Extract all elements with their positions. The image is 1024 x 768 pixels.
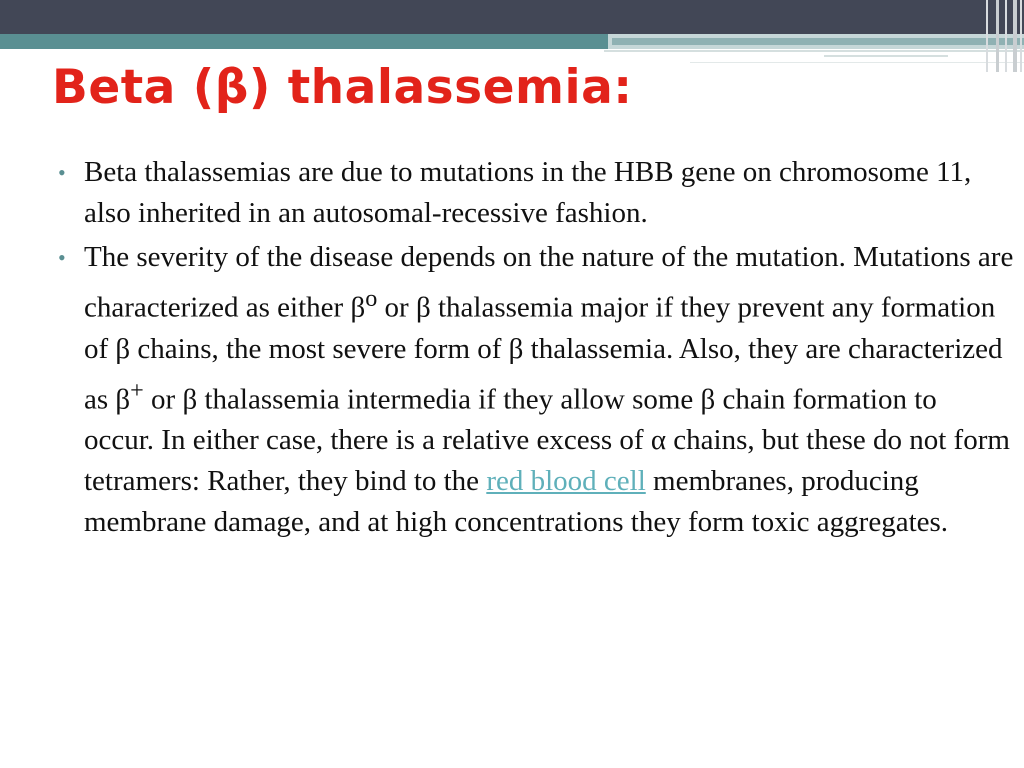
corner-stripe	[1020, 0, 1022, 72]
bullet-item	[58, 237, 1014, 543]
red-blood-cell-link[interactable]: red blood cell	[486, 465, 646, 498]
corner-stripe	[1005, 0, 1007, 72]
bullet-text: The severity of the disease depends on the nature of the mutation. Mutations are characterized as either β	[84, 241, 1014, 324]
bullet-text: or β thalassemia intermedia if they allow some β chain formation to occur. In either case, there is a relative excess of α chains, but these do not form tetramers: Rather, they bind to the	[84, 383, 1010, 498]
bullet-item	[58, 152, 1014, 234]
header-rule	[604, 50, 1024, 52]
bullet-text: Beta thalassemias are due to mutations in the HBB gene on chromosome 11, also inherited in an autosomal-recessive fashion.	[84, 156, 972, 229]
bullet-list	[58, 152, 1014, 543]
bullet-text: or β thalassemia major if they prevent any formation of β chains, the most severe form of β thalassemia. Also, they are characterized as β	[84, 291, 1003, 416]
corner-stripe	[1013, 0, 1017, 72]
slide-title: Beta (β) thalassemia:	[52, 60, 633, 115]
header-band-mid	[612, 38, 1024, 45]
beta-plus-superscript: +	[130, 376, 144, 404]
corner-stripe	[996, 0, 999, 72]
beta-zero-superscript: o	[365, 285, 378, 312]
bullet-text: membranes, producing membrane damage, and at high concentrations they form toxic aggregates.	[84, 465, 949, 539]
bullet-dot-icon: •	[58, 160, 66, 185]
corner-stripe	[986, 0, 988, 72]
header-band-dark	[0, 0, 1024, 34]
header-band-teal	[0, 34, 610, 49]
bullet-dot-icon: •	[58, 245, 66, 270]
header-rule	[690, 62, 1024, 63]
header-rule	[824, 55, 948, 57]
